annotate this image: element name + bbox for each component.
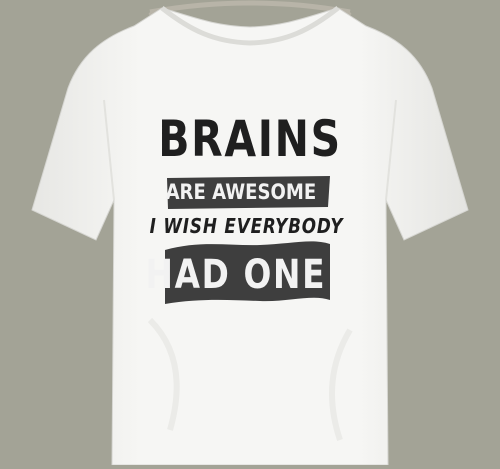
print-line-are-awesome: ARE AWESOME xyxy=(165,180,317,204)
print-line-brains: BRAINS xyxy=(158,110,342,168)
print-line-i-wish-everybody: I WISH EVERYBODY xyxy=(149,214,344,238)
print-line-had-one: HAD ONE xyxy=(145,252,327,298)
